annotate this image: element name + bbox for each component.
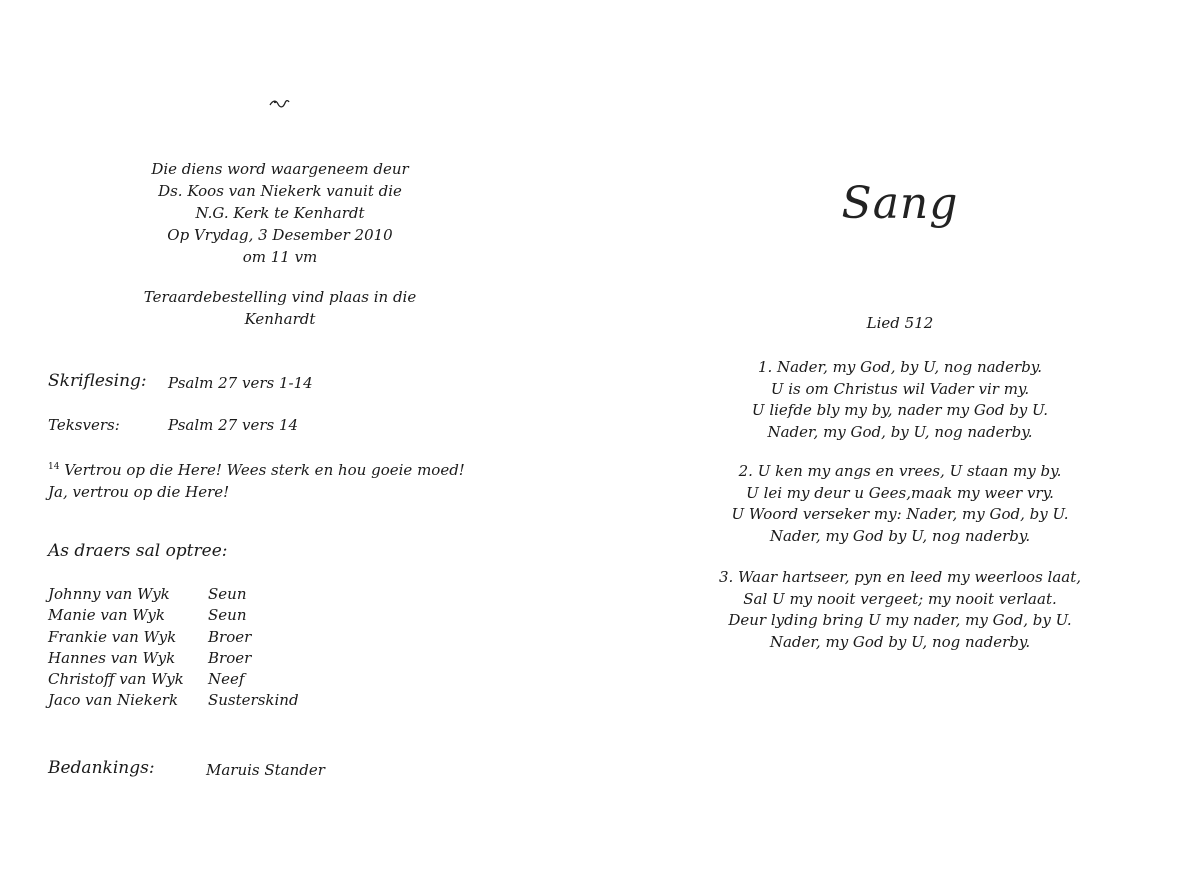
service-line: Op Vrydag, 3 Desember 2010 (167, 226, 393, 244)
scripture-quote (48, 456, 568, 503)
service-line: Die diens word waargeneem deur (151, 160, 409, 178)
verse-line: Sal U my nooit vergeet; my nooit verlaat. (743, 589, 1057, 608)
right-page (600, 0, 1200, 872)
list-item (48, 627, 299, 648)
quote-line: Vertrou op die Here! Wees sterk en hou goeie moed! (64, 461, 465, 479)
hymn-reference: Lied 512 (866, 314, 934, 332)
burial-info (130, 286, 430, 330)
service-line: om 11 vm (242, 248, 318, 266)
burial-line: Teraardebestelling vind plaas in die (143, 288, 417, 306)
hymn-verse-3 (660, 567, 1140, 653)
bearer-relation: Neef (208, 670, 245, 689)
bearer-name: Frankie van Wyk (48, 627, 177, 646)
verse-line: U Woord verseker my: Nader, my God, by U. (731, 505, 1069, 523)
bearers-title: As draers sal optree: (48, 541, 228, 561)
service-line: N.G. Kerk te Kenhardt (195, 204, 365, 222)
bearer-relation: Seun (208, 606, 247, 625)
verse-line: 1. Nader, my God, by U, nog naderby. (757, 358, 1043, 376)
thanks-row (48, 758, 325, 779)
bearer-name: Jaco van Niekerk (48, 691, 179, 710)
verse-line: Nader, my God by U, nog naderby. (769, 632, 1031, 651)
quote-line: Ja, vertrou op die Here! (48, 483, 230, 501)
page-title: Sang (841, 178, 959, 229)
hymn-verse-1 (660, 357, 1140, 443)
bearer-name: Johnny van Wyk (48, 585, 170, 603)
bearer-relation: Seun (208, 585, 247, 603)
bearer-name: Manie van Wyk (48, 606, 165, 625)
service-line: Ds. Koos van Niekerk vanuit die (158, 182, 402, 200)
flourish-ornament-icon (268, 96, 290, 110)
scripture-label: Skriflesing: (48, 371, 147, 391)
scripture-value: Psalm 27 vers 1-14 (168, 374, 313, 392)
verse-line: U lei my deur u Gees,maak my weer vry. (746, 483, 1054, 502)
verse-line: U liefde bly my by, nader my God by U. (751, 401, 1049, 419)
bearer-name: Hannes van Wyk (48, 648, 176, 667)
list-item (48, 669, 299, 690)
verse-number: 14 (48, 462, 60, 472)
bearer-relation: Broer (208, 627, 252, 646)
scripture-row (48, 371, 313, 392)
service-info (140, 158, 420, 268)
list-item (48, 605, 299, 626)
bearer-relation: Susterskind (208, 691, 299, 710)
verse-line: U is om Christus wil Vader vir my. (770, 379, 1030, 398)
verse-line: 2. U ken my angs en vrees, U staan my by. (738, 462, 1062, 480)
bearers-list (48, 584, 299, 712)
verse-line: 3. Waar hartseer, pyn en leed my weerloos laat, (718, 568, 1082, 586)
text-verse-label: Teksvers: (48, 416, 120, 434)
list-item (48, 690, 299, 711)
text-verse-value: Psalm 27 vers 14 (168, 416, 299, 434)
bearer-relation: Broer (208, 648, 252, 667)
list-item (48, 648, 299, 669)
verse-line: Nader, my God, by U, nog naderby. (767, 422, 1033, 441)
thanks-value: Maruis Stander (206, 761, 325, 779)
text-verse-row (48, 416, 299, 434)
verse-line: Nader, my God by U, nog naderby. (769, 526, 1031, 545)
burial-line: Kenhardt (244, 310, 316, 328)
thanks-label: Bedankings: (48, 758, 155, 778)
verse-line: Deur lyding bring U my nader, my God, by U. (728, 611, 1072, 629)
hymn-verse-2 (660, 461, 1140, 547)
bearer-name: Christoff van Wyk (48, 670, 184, 689)
list-item (48, 584, 299, 605)
